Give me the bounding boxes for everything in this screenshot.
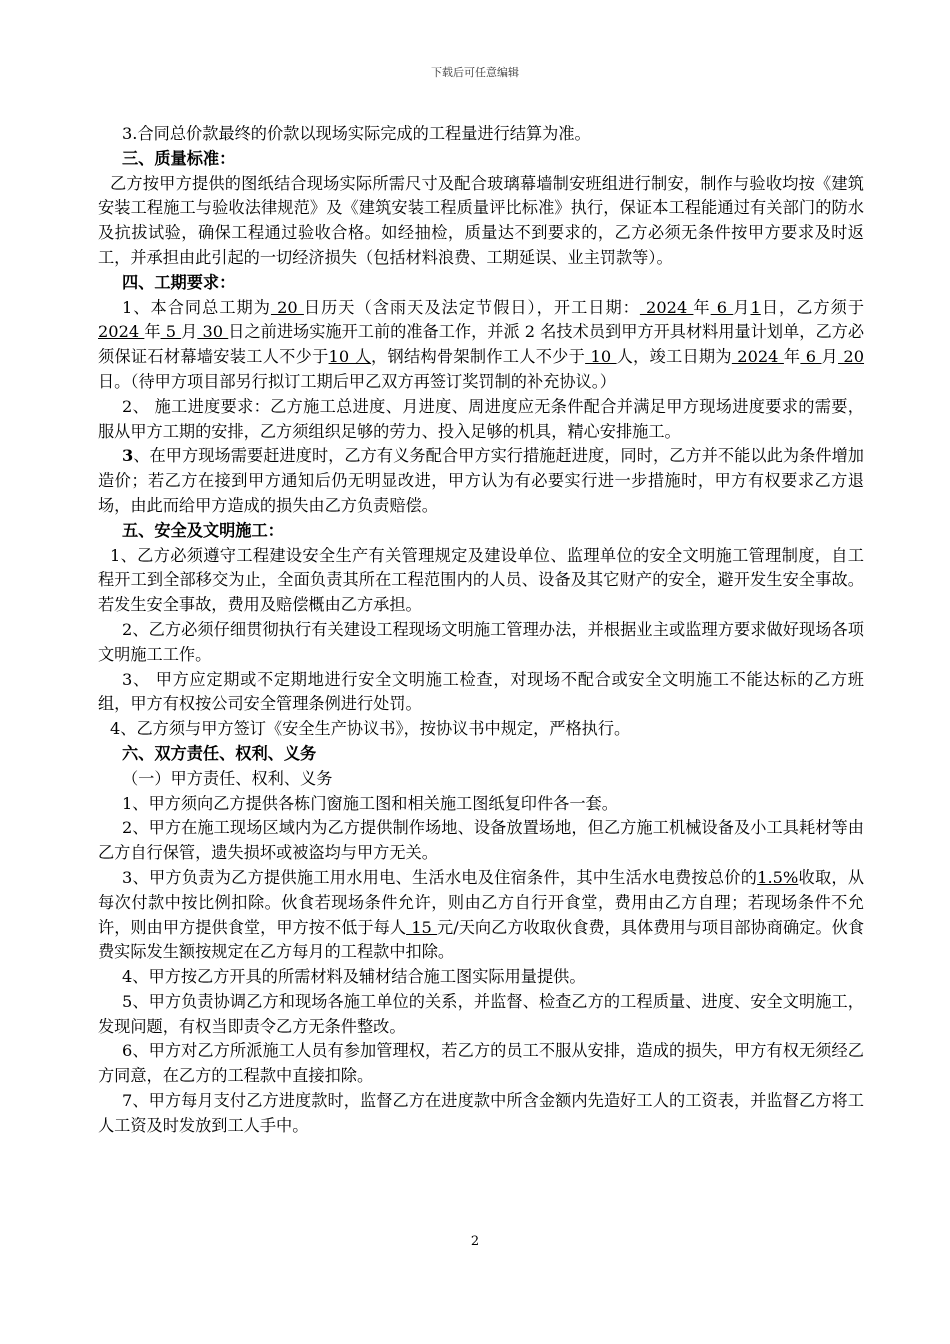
text: 日。（待甲方项目部另行拟订工期后甲乙双方再签订奖罚制的补充协议。） <box>98 371 616 391</box>
prep-month: 5 <box>160 322 182 342</box>
subheading-party-a: （一）甲方责任、权利、义务 <box>122 768 333 788</box>
end-month: 6 <box>800 347 822 367</box>
paragraph-quality: 乙方按甲方提供的图纸结合现场实际所需尺寸及配合玻璃幕墙制安班组进行制安，制作与验收均按《建筑安装工程施工与验收法律规范》及《建筑安装工程质量评比标准》执行，保证本工程能通过有关部门的防水及抗拔试验，确保工程通过验收合格。如经抽检，质量达不到要求的，乙方必须无条件按甲方要求及时返工，并承担由此引起的一切经济损失（包括材料浪费、工期延误、业主罚款等）。 <box>98 173 864 267</box>
heading-schedule: 四、工期要求： <box>122 272 236 292</box>
text: 人，竣工日期为 <box>616 347 732 367</box>
paragraph-party-a-1: 1、甲方须向乙方提供各栋门窗施工图和相关施工图纸复印件各一套。 <box>122 793 618 813</box>
text: ，钢结构骨架制作工人不少于 <box>371 347 586 367</box>
text: 日之前进场实施开工前的准备工作，并派 2 名技术员到甲方开具材料用量计划单，乙方必须保证石材幕墙安装工人不少于 <box>98 322 865 367</box>
paragraph-party-a-4: 4、甲方按乙方开具的所需材料及辅材结合施工图实际用量提供。 <box>122 967 586 987</box>
text: 月 <box>821 347 838 367</box>
heading-responsibilities: 六、双方责任、权利、义务 <box>122 743 317 763</box>
text: 3、甲方负责为乙方提供施工用水用电、生活水电及住宿条件，其中生活水电费按总价的 <box>122 867 758 887</box>
paragraph-safety-2: 2、乙方必须仔细贯彻执行有关建设工程现场文明施工管理办法，并根据业主或监理方要求做好现场各项文明施工工作。 <box>98 619 864 664</box>
text: 年 <box>144 322 161 342</box>
paragraph-party-a-2: 2、甲方在施工现场区域内为乙方提供制作场地、设备放置场地，但乙方施工机械设备及小工具耗材等由乙方自行保管，遗失损坏或被盗均与甲方无关。 <box>98 818 864 863</box>
text: 年 <box>783 347 801 367</box>
page-header: 下载后可任意编辑 <box>431 66 519 79</box>
heading-quality-standard: 三、质量标准： <box>122 148 236 168</box>
text: 、在甲方现场需要赶进度时，乙方有义务配合甲方实行措施赶进度，同时，乙方并不能以此为条件增加造价；若乙方在接到甲方通知后仍无明显改进，甲方认为有必要实行进一步措施时，甲方有权要求乙方退场，由此而给甲方造成的损失由乙方负责赔偿。 <box>98 446 864 515</box>
text: 月 <box>181 322 198 342</box>
paragraph-schedule-2: 2、 施工进度要求：乙方施工总进度、月进度、周进度应无条件配合并满足甲方现场进度要求的需要，服从甲方工期的安排，乙方须组织足够的劳力、投入足够的机具，精心安排施工。 <box>98 396 864 441</box>
total-days: 20 <box>270 297 304 317</box>
paragraph-safety-1: 1、乙方必须遵守工程建设安全生产有关管理规定及建设单位、监理单位的安全文明施工管理制度，自工程开工到全部移交为止，全面负责其所在工程范围内的人员、设备及其它财产的安全，避开发生安全事故。若发生安全事故，费用及赔偿概由乙方承担。 <box>98 545 864 615</box>
meal-fee: 15 <box>406 917 438 937</box>
item-number: 3 <box>122 446 134 466</box>
prep-year: 2024 <box>98 322 145 342</box>
text: 元/天向乙方收取伙食费，具体费用与项目部协商确定。伙食费实际发生额按规定在乙方每月的工程款中扣除。 <box>98 917 865 962</box>
text: 1、本合同总工期为 <box>122 297 271 317</box>
paragraph-safety-4: 4、乙方须与甲方签订《安全生产协议书》，按协议书中规定，严格执行。 <box>110 719 631 739</box>
text: 年 <box>693 297 711 317</box>
page-number: 2 <box>470 1234 480 1249</box>
start-year: 2024 <box>639 297 694 317</box>
paragraph-schedule-1 <box>98 296 864 395</box>
text: 日，乙方须于 <box>760 297 865 317</box>
document-body <box>98 122 864 1139</box>
end-year: 2024 <box>731 347 784 367</box>
text: 月 <box>733 297 751 317</box>
paragraph-party-a-6: 6、甲方对乙方所派施工人员有参加管理权，若乙方的员工不服从安排，造成的损失，甲方有权无须经乙方同意，在乙方的工程款中直接扣除。 <box>98 1041 864 1086</box>
paragraph-party-a-3 <box>98 866 864 965</box>
stone-workers: 10 人 <box>328 347 372 367</box>
text: 日历天（含雨天及法定节假日），开工日期： <box>303 297 640 317</box>
paragraph-party-a-5: 5、甲方负责协调乙方和现场各施工单位的关系，并监督、检查乙方的工程质量、进度、安全文明施工，发现问题，有权当即责令乙方无条件整改。 <box>98 991 864 1036</box>
paragraph-safety-3: 3、 甲方应定期或不定期地进行安全文明施工检查，对现场不配合或安全文明施工不能达标的乙方班组，甲方有权按公司安全管理条例进行处罚。 <box>98 669 864 714</box>
text: 收取，从每次付款中按比例扣除。伙食若现场条件允许，则由乙方自行开食堂，费用由乙方自理；若现场条件不允许，则由甲方提供食堂，甲方按不低于每人 <box>98 867 865 937</box>
steel-workers: 10 <box>585 347 617 367</box>
utility-rate: 1.5% <box>757 867 799 887</box>
prep-day: 30 <box>197 322 229 342</box>
start-month: 6 <box>710 297 734 317</box>
end-day: 20 <box>838 347 865 367</box>
start-day: 1 <box>750 297 761 317</box>
paragraph-total-price: 3.合同总价款最终的价款以现场实际完成的工程量进行结算为准。 <box>122 124 591 143</box>
heading-safety: 五、安全及文明施工： <box>122 520 284 540</box>
paragraph-schedule-3 <box>98 444 864 518</box>
paragraph-party-a-7: 7、甲方每月支付乙方进度款时，监督乙方在进度款中所含金额内先造好工人的工资表，并监督乙方将工人工资及时发放到工人手中。 <box>98 1091 864 1135</box>
